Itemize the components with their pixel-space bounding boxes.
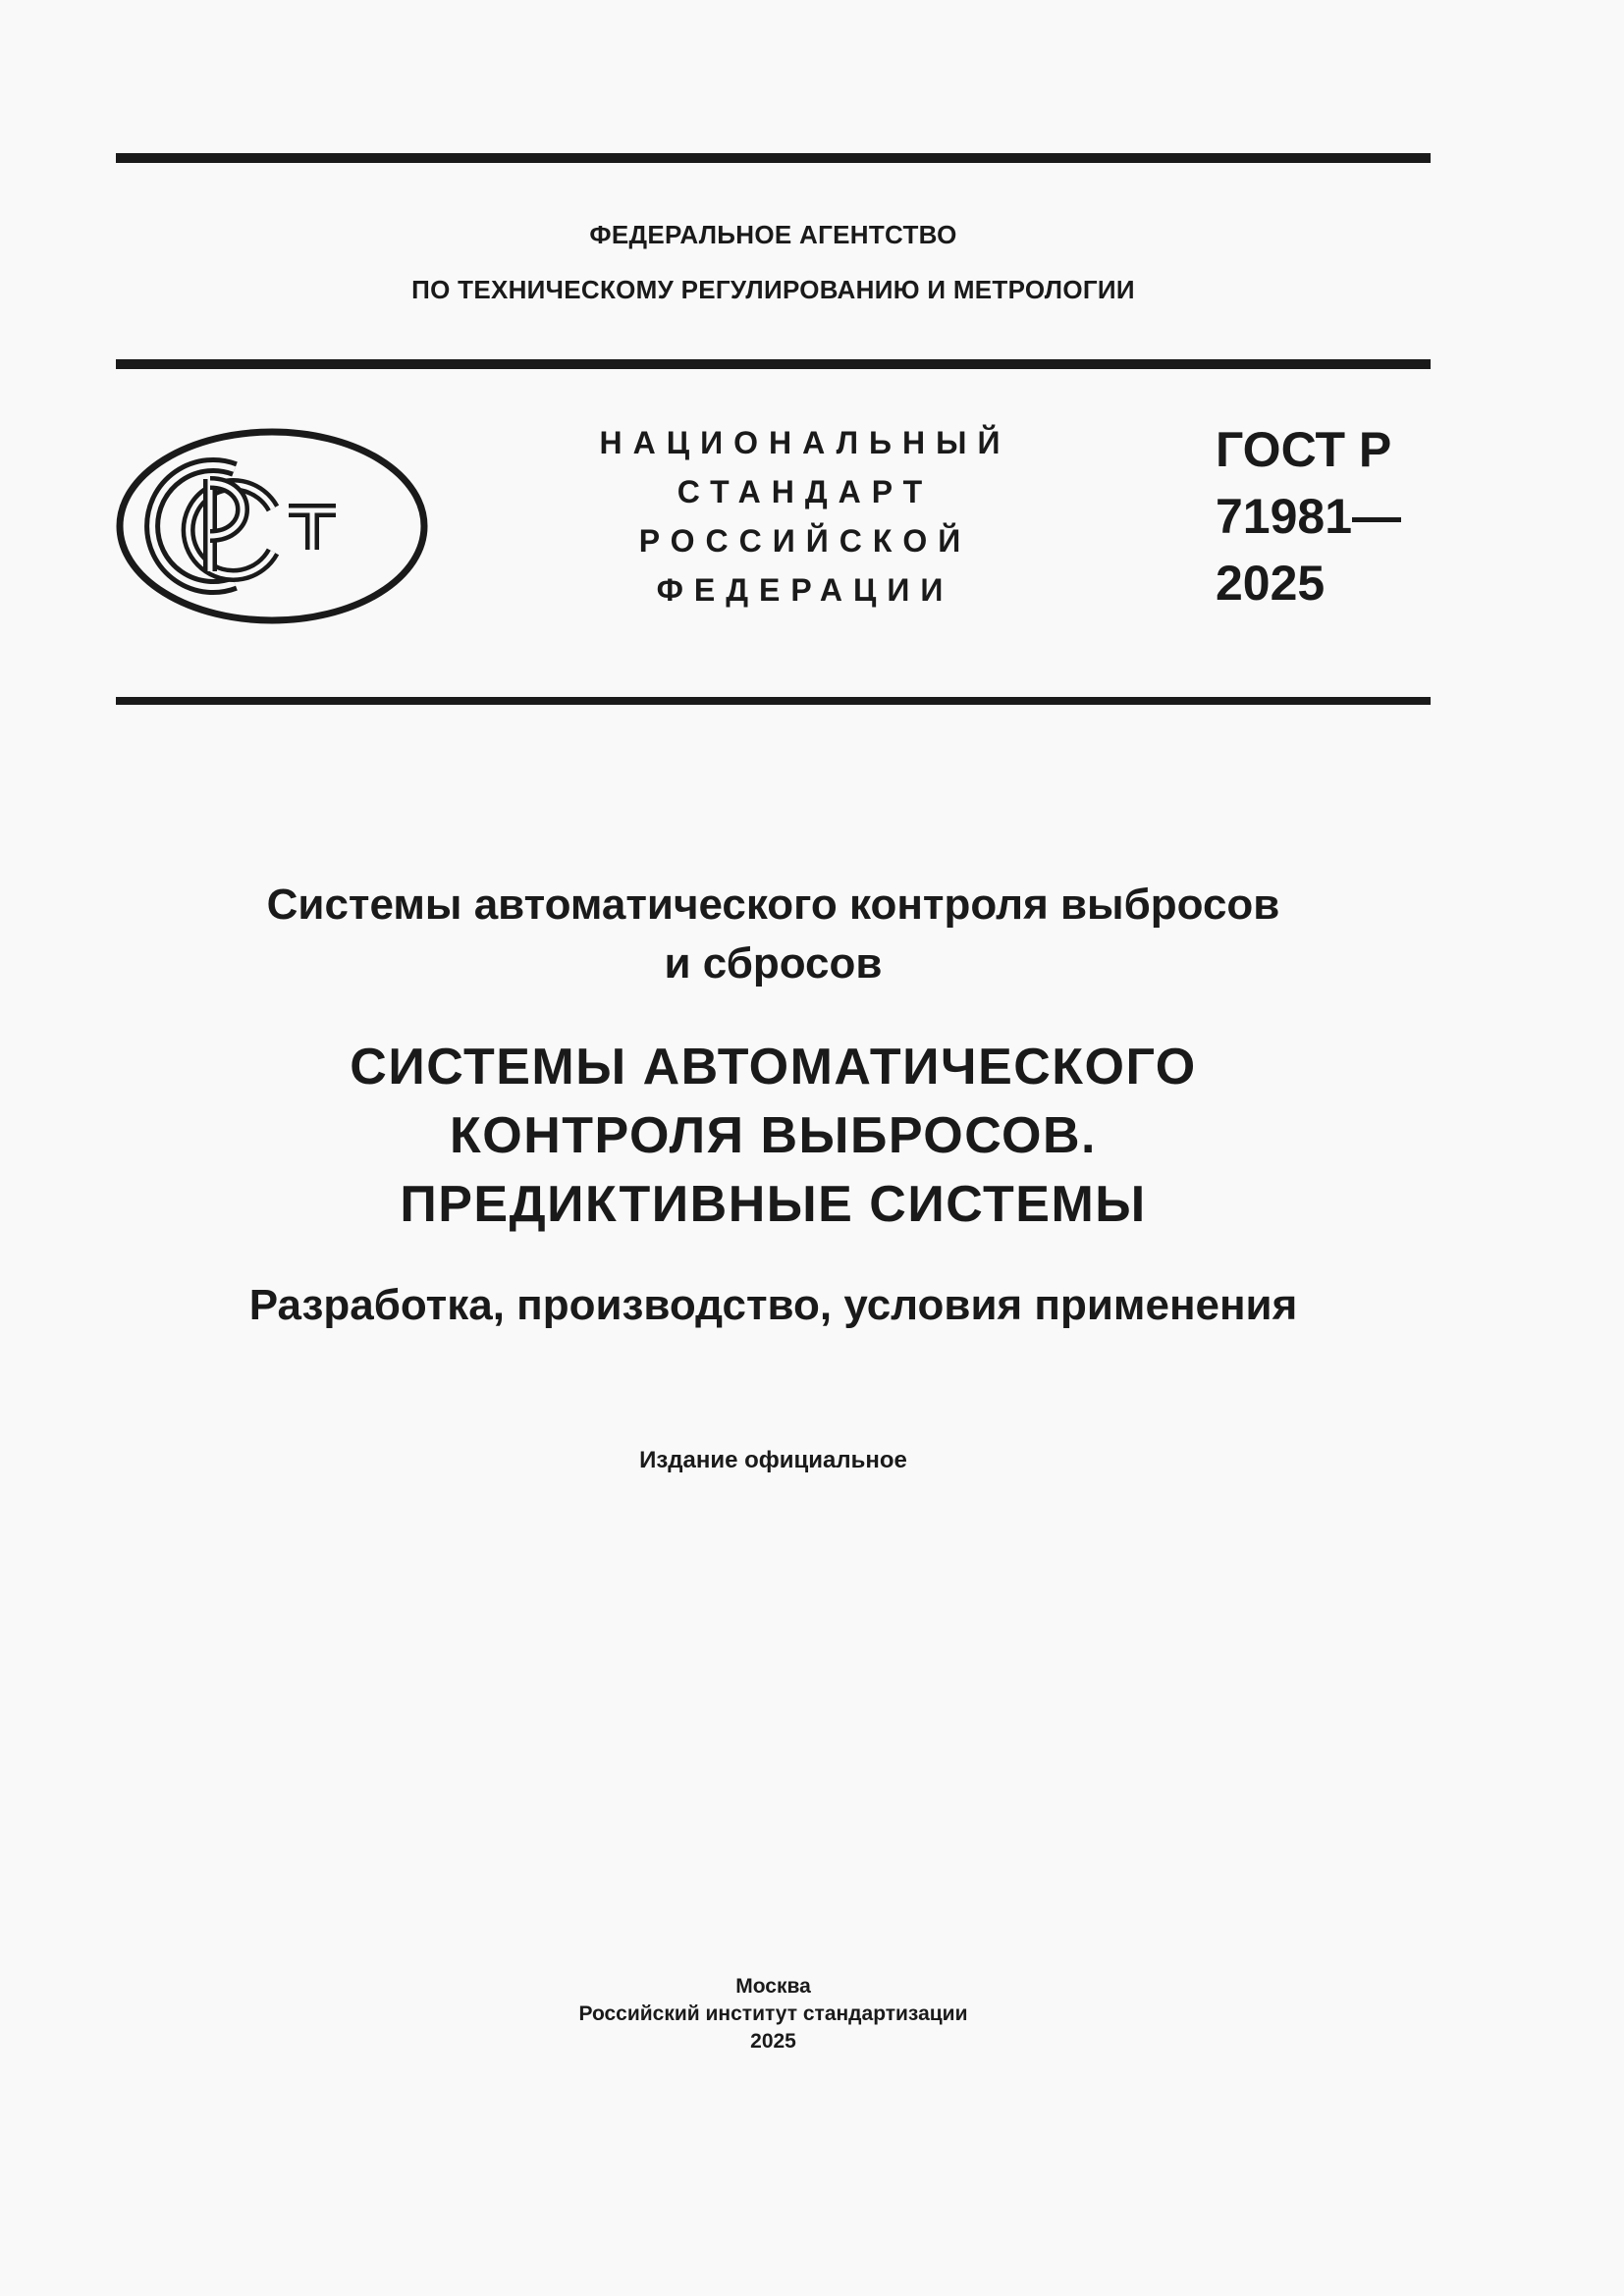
national-standard-line: НАЦИОНАЛЬНЫЙ bbox=[599, 425, 1011, 460]
national-standard-line: ФЕДЕРАЦИИ bbox=[656, 572, 954, 608]
national-standard-label bbox=[550, 418, 1060, 614]
imprint-publisher: Российский институт стандартизации bbox=[578, 2002, 968, 2025]
main-title-line: ПРЕДИКТИВНЫЕ СИСТЕМЫ bbox=[400, 1176, 1147, 1233]
designation-line: 71981— bbox=[1216, 489, 1402, 544]
designation-line: 2025 bbox=[1216, 556, 1326, 611]
main-title-line: СИСТЕМЫ АВТОМАТИЧЕСКОГО bbox=[350, 1039, 1197, 1095]
imprint bbox=[116, 1973, 1431, 2056]
middle-rule bbox=[116, 359, 1431, 369]
designation-line: ГОСТ Р bbox=[1216, 422, 1392, 477]
imprint-year: 2025 bbox=[750, 2030, 796, 2053]
bottom-rule bbox=[116, 697, 1431, 705]
part-title: Разработка, производство, условия применения bbox=[248, 1281, 1298, 1329]
national-standard-line: СТАНДАРТ bbox=[677, 474, 934, 509]
main-title bbox=[116, 1033, 1431, 1239]
standard-designation bbox=[1216, 416, 1401, 616]
rst-certification-logo-icon bbox=[116, 428, 428, 624]
imprint-city: Москва bbox=[735, 1975, 811, 1998]
top-rule bbox=[116, 153, 1431, 163]
agency-line-2: ПО ТЕХНИЧЕСКОМУ РЕГУЛИРОВАНИЮ И МЕТРОЛОГИИ bbox=[411, 275, 1135, 304]
edition-label: Издание официальное bbox=[639, 1447, 907, 1473]
group-title-line: и сбросов bbox=[664, 939, 883, 988]
group-title bbox=[116, 876, 1431, 993]
national-standard-line: РОССИЙСКОЙ bbox=[638, 523, 972, 559]
main-title-line: КОНТРОЛЯ ВЫБРОСОВ. bbox=[450, 1107, 1097, 1164]
group-title-line: Системы автоматического контроля выбросов bbox=[266, 881, 1280, 929]
agency-line-1: ФЕДЕРАЛЬНОЕ АГЕНТСТВО bbox=[589, 220, 957, 249]
